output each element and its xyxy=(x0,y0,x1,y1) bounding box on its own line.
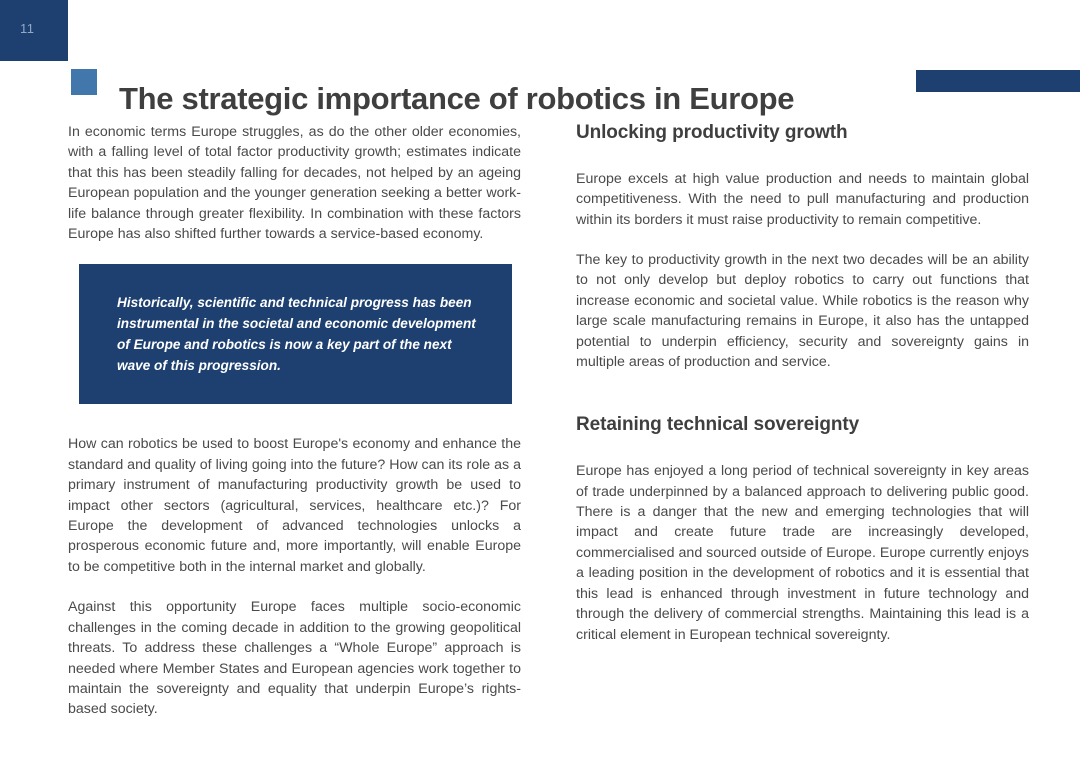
left-column xyxy=(68,122,521,720)
page-number-block xyxy=(0,0,68,61)
right-section1-paragraph-1: Europe excels at high value production and needs to maintain global competitiveness. With the need to pull manufacturing and production within its borders it must raise productivity to remain competitive. xyxy=(576,170,1029,228)
left-paragraph-3: Against this opportunity Europe faces multiple socio-economic challenges in the coming decade in addition to the growing geopolitical threats. To address these challenges a “Whole Europe” approach is needed where Member States and European agencies work together to maintain the sovereignty and equality that underpin Europe’s rights-based society. xyxy=(68,599,521,718)
header-rule-right xyxy=(916,70,1080,92)
callout-box xyxy=(79,264,512,404)
right-column xyxy=(576,122,1029,645)
right-section2-paragraph-1: Europe has enjoyed a long period of technical sovereignty in key areas of trade underpinned by a balanced approach to delivering public good. There is a danger that the new and emerging technologies that will impact and create future trade are increasingly developed, commercialised and sourced outside of Europe. Europe currently enjoys a leading position in the development of robotics and it is essential that this lead is enhanced through investment in future technology and through the delivery of commercial strengths. Maintaining this lead is a critical element in European technical sovereignty. xyxy=(576,463,1029,643)
page-title: The strategic importance of robotics in Europe xyxy=(119,80,795,116)
section-heading-retaining-technical-sovereignty: Retaining technical sovereignty xyxy=(576,414,860,436)
right-section1-paragraph-2: The key to productivity growth in the next two decades will be an ability to not only develop but deploy robotics to carry out functions that increase economic and societal value. While robotics is the reason why large scale manufacturing remains in Europe, it also has the untapped potential to underpin efficiency, security and sovereignty gains in multiple areas of production and service. xyxy=(576,252,1029,371)
left-paragraph-1: In economic terms Europe struggles, as do the other older economies, with a falling level of total factor productivity growth; estimates indicate that this has been steadily falling for decades, not helped by an ageing European population and the younger generation seeking a better work-life balance through greater flexibility. In combination with these factors Europe has also shifted further towards a service-based economy. xyxy=(68,124,521,243)
callout-quote: Historically, scientific and technical progress has been instrumental in the societal and economic development of Europe and robotics is now a key part of the next wave of this progression. xyxy=(117,295,476,374)
title-accent-square-icon xyxy=(71,69,97,95)
section-heading-unlocking-productivity-growth: Unlocking productivity growth xyxy=(576,122,848,143)
page-number: 11 xyxy=(20,21,35,36)
left-paragraph-2: How can robotics be used to boost Europe's economy and enhance the standard and quality of living going into the future? How can its role as a primary instrument of manufacturing productivity growth be used to impact other sectors (agricultural, services, healthcare etc.)? For Europe the development of advanced technologies unlocks a prosperous economic future and, more importantly, will enable Europe to be competitive both in the internal market and globally. xyxy=(68,436,521,575)
